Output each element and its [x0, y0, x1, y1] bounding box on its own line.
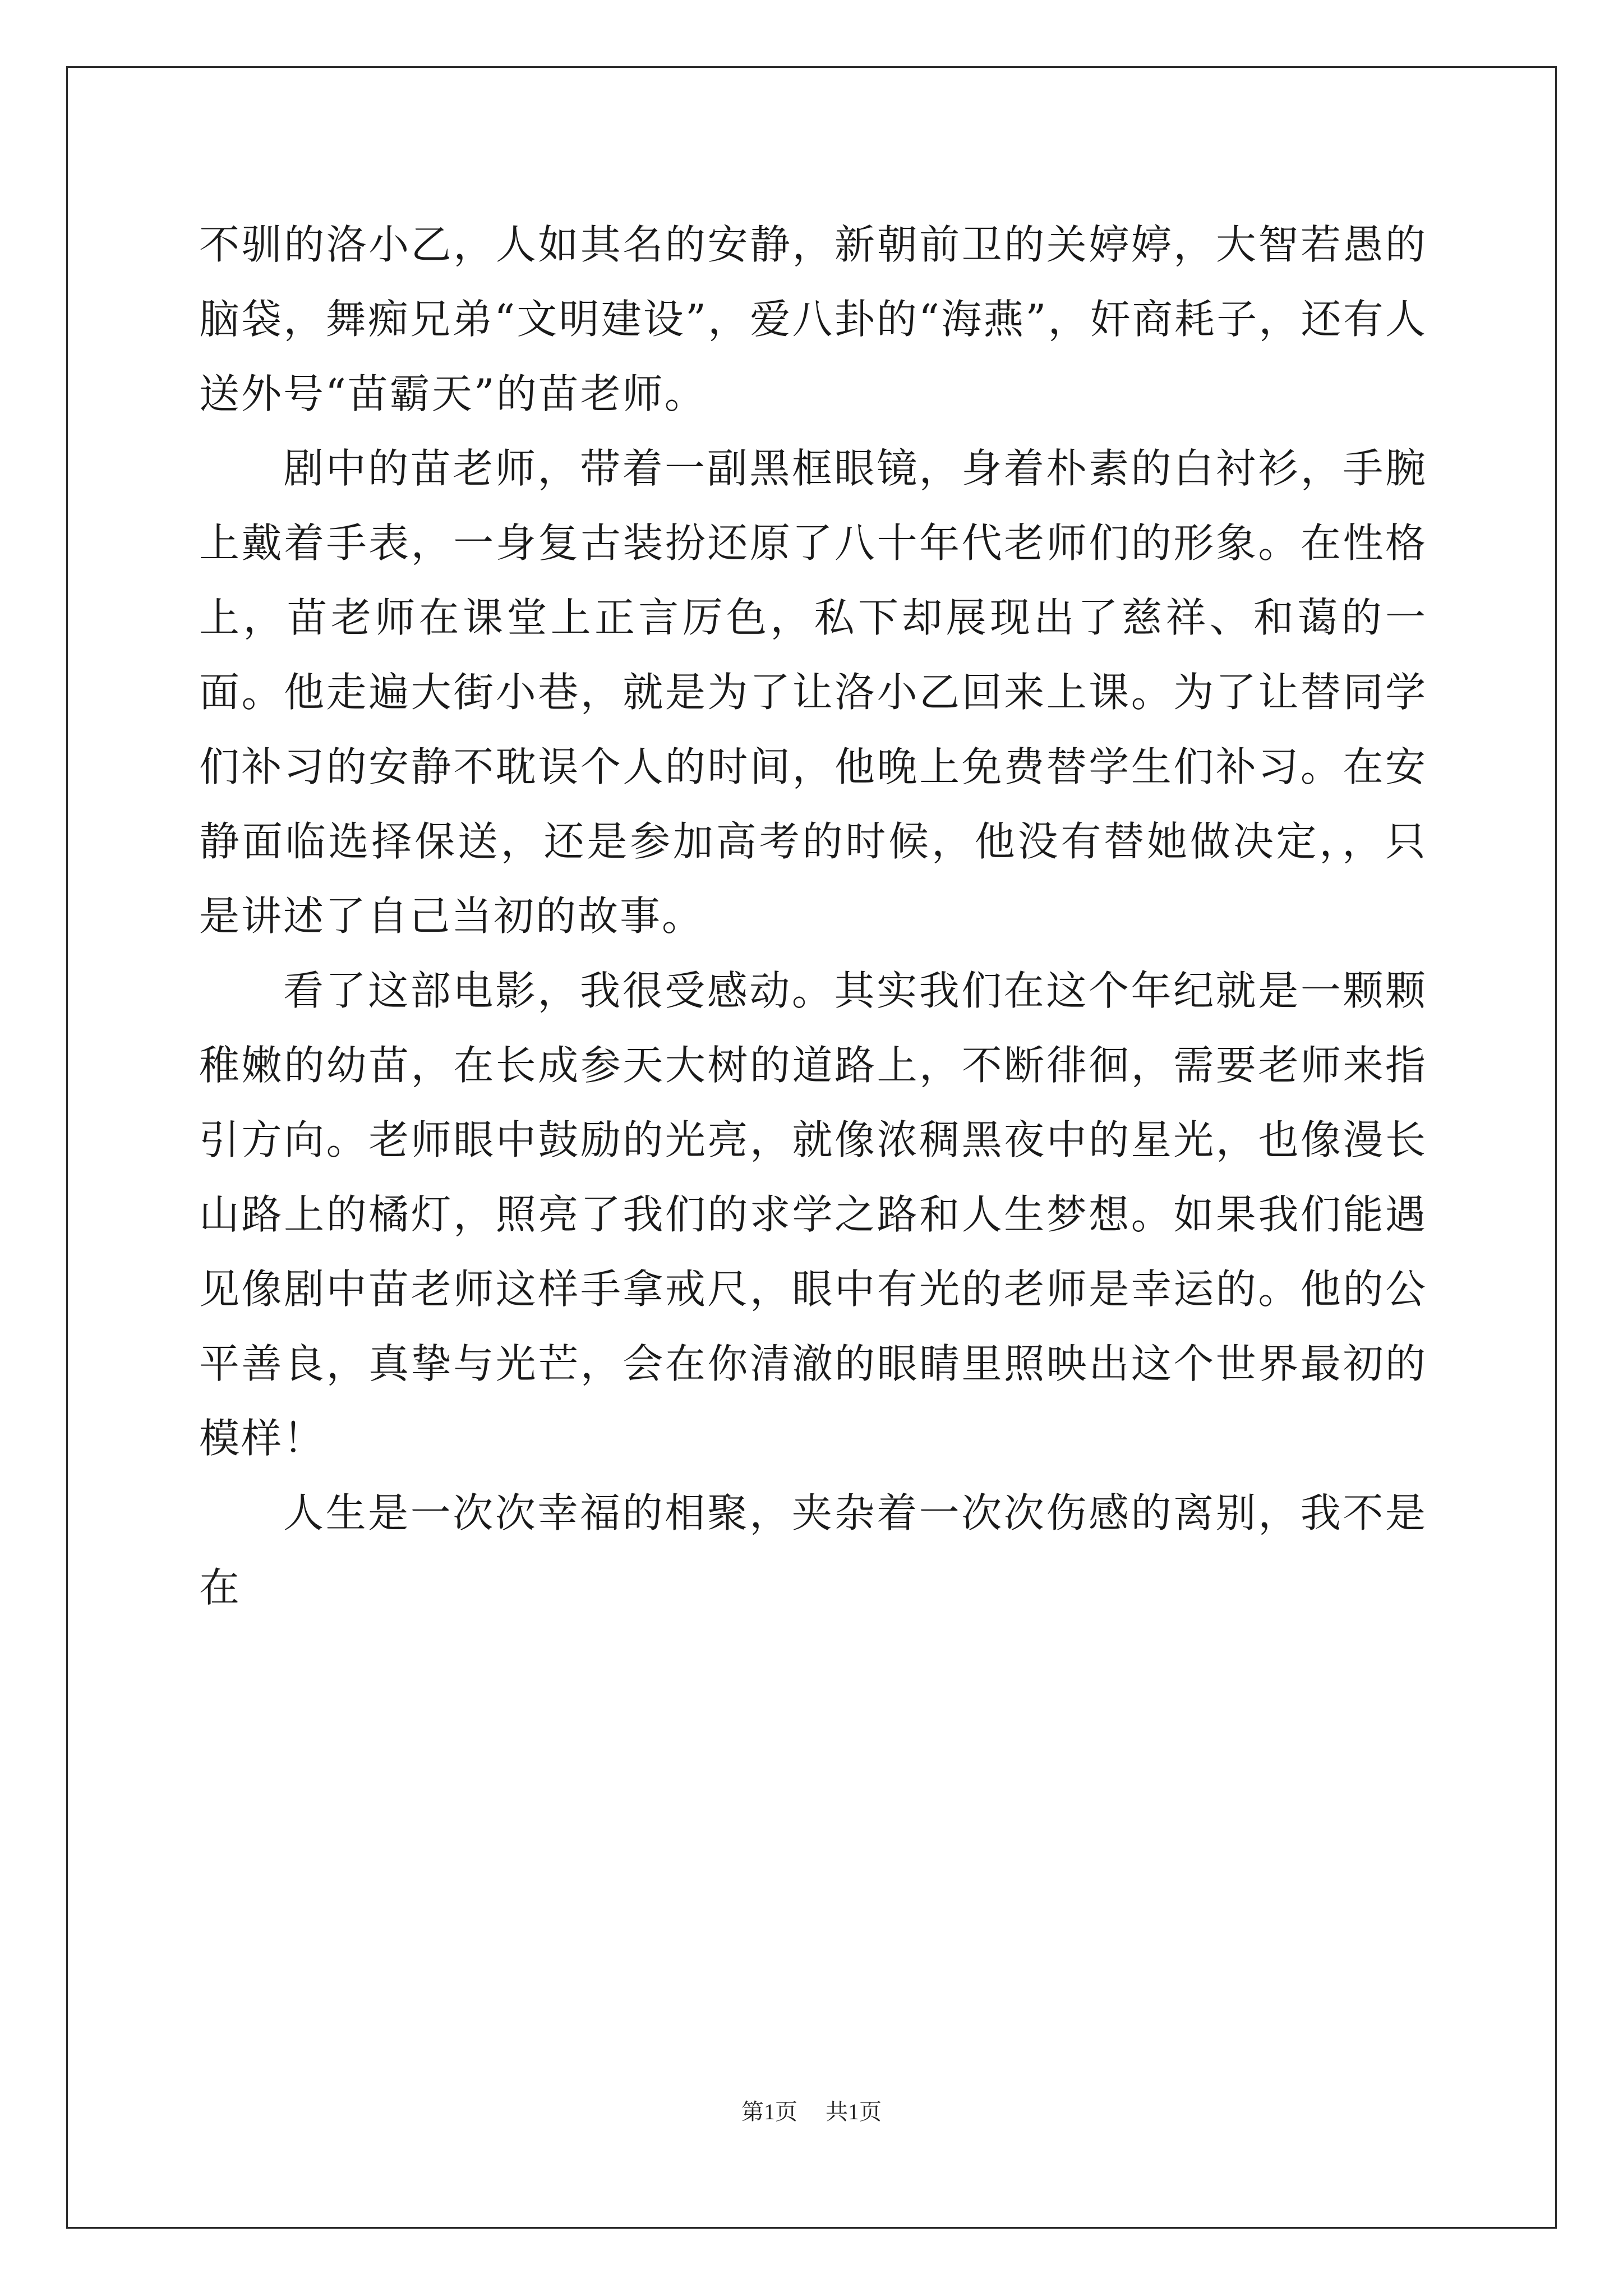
paragraph-2: 剧中的苗老师，带着一副黑框眼镜，身着朴素的白衬衫，手腕上戴着手表，一身复古装扮还原了八十年代老师们的形象。在性格上，苗老师在课堂上正言厉色，私下却展现出了慈祥、和蔼的一面。他走遍大街小巷，就是为了让洛小乙回来上课。为了让替同学们补习的安静不耽误个人的时间，他晚上免费替学生们补习。在安静面临选择保送，还是参加高考的时候，他没有替她做决定，，只是讲述了自己当初的故事。: [199, 445, 1427, 940]
page-number-total: 共1页: [826, 2099, 882, 2124]
paragraph-1: 不驯的洛小乙，人如其名的安静，新朝前卫的关婷婷，大智若愚的脑袋，舞痴兄弟“文明建设”，爱八卦的“海燕”，奸商耗子，还有人送外号“苗霸天”的苗老师。: [199, 221, 1427, 417]
paragraph-4: 人生是一次次幸福的相聚，夹杂着一次次伤感的离别，我不是在: [199, 1489, 1427, 1611]
document-body: [199, 208, 1427, 1625]
page-number-current: 第1页: [741, 2099, 797, 2124]
page-footer: [0, 2095, 1623, 2129]
paragraph-3: 看了这部电影，我很受感动。其实我们在这个年纪就是一颗颗稚嫩的幼苗，在长成参天大树的道路上，不断徘徊，需要老师来指引方向。老师眼中鼓励的光亮，就像浓稠黑夜中的星光，也像漫长山路上的橘灯，照亮了我们的求学之路和人生梦想。如果我们能遇见像剧中苗老师这样手拿戒尺，眼中有光的老师是幸运的。他的公平善良，真挚与光芒，会在你清澈的眼睛里照映出这个世界最初的模样！: [199, 967, 1427, 1462]
